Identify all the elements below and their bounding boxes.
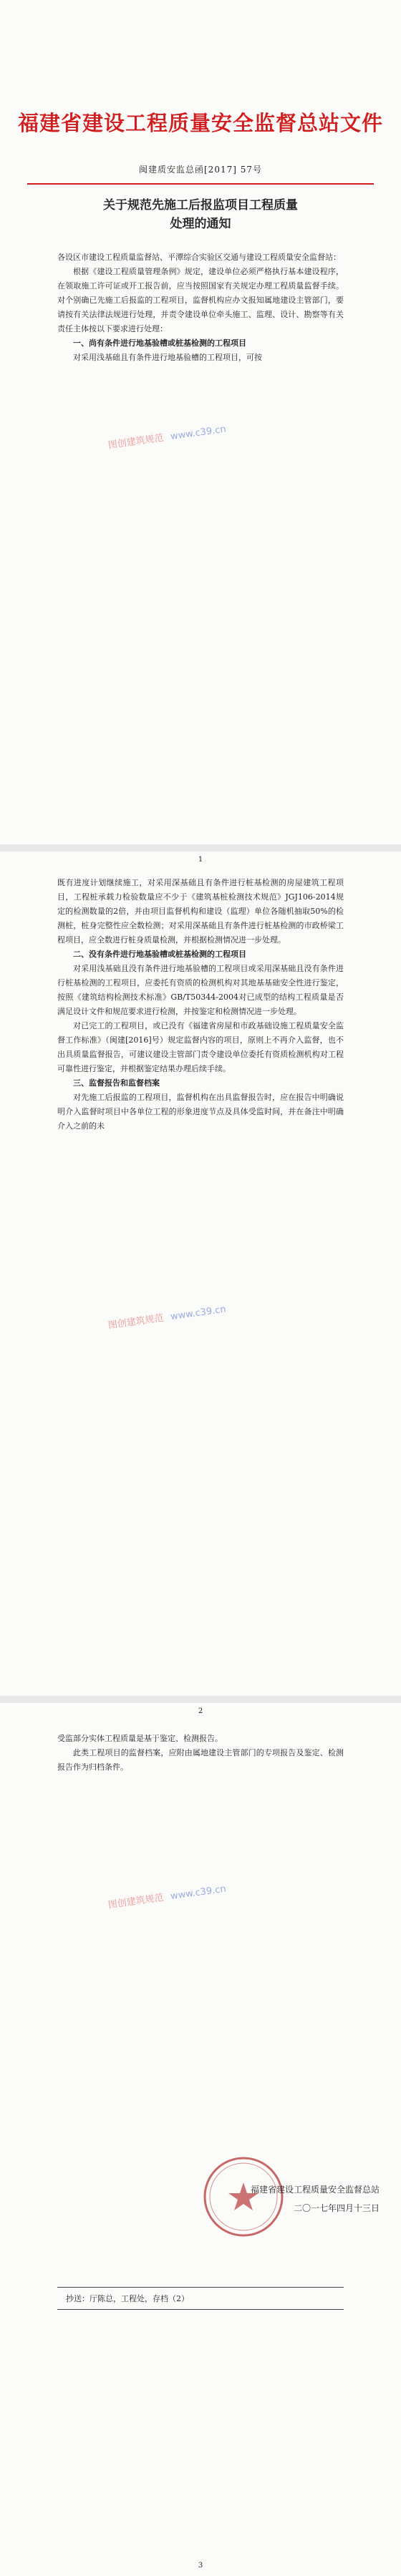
document-page-2 (0, 852, 401, 1696)
section3-paragraph: 对先施工后报监的工程项目，监督机构在出具监督报告时，应在报告中明确说明介入监督时项目中各单位工程的形象进度节点及具体受监时间，并在备注中明确介入之前的未 (57, 1093, 344, 1131)
section1-paragraph-cont: 既有进度计划继续施工，对采用深基础且有条件进行桩基检测的房屋建筑工程项目，工程桩承载力检验数量应不少于《建筑基桩检测技术规范》JGJ106-2014规定的检测数量的2倍，并由项目监督机构和建设（监理）单位各随机抽取50%的检测桩，桩身完整性应全数检测；对采用深基础且有条件进行桩基检测的市政桥梁工程项目，应全数进行桩身质量检测，并根据检测情况进一步处理。 (57, 878, 344, 945)
watermark-brand: 图创建筑规范 (107, 1892, 165, 1911)
page-number-3: 3 (198, 2562, 203, 2570)
section-heading-1: 一、尚有条件进行地基验槽或桩基检测的工程项目 (73, 338, 246, 348)
document-title (43, 196, 358, 233)
page1-body (57, 250, 344, 365)
watermark-2 (107, 1302, 226, 1332)
intro-paragraph: 根据《建设工程质量管理条例》规定，建设单位必须严格执行基本建设程序，在领取施工许可证或开工报告前，应当按照国家有关规定办理工程质量监督手续。对个别确已先施工后报监的工程项目，监督机构应办文报知属地建设主管部门，要请按有关法律法规进行处理，并责令建设单位牵头施工、监理、设计、勘察等有关责任主体按以下要求进行处理： (57, 267, 344, 333)
document-page-3 (0, 1703, 401, 2576)
page3-body (57, 1732, 344, 1775)
page-number-1: 1 (198, 856, 203, 864)
watermark-3 (107, 1881, 226, 1911)
org-header-title: 福建省建设工程质量安全监督总站文件 (17, 111, 383, 135)
page-number-2: 2 (198, 1707, 203, 1715)
section3-paragraph-cont: 受监部分实体工程质量是基于鉴定、检测报告。 (57, 1734, 223, 1743)
section2-paragraph-a: 对采用浅基础且没有条件进行地基验槽的工程项目或采用深基础且没有条件进行桩基检测的工程项目，应委托有资质的检测机构对其地基基础安全性进行鉴定，按照《建筑结构检测技术标准》GB/T50344-2004对已成型的结构工程质量是否满足设计文件和规范要求进行检测，并按鉴定和检测情况进一步处理。 (57, 964, 344, 1016)
section2-paragraph-b: 对已完工的工程项目，或已没有《福建省房屋和市政基础设施工程质量安全监督工作标准》（闽建[2016]号）规定监督内容的项目，原则上不再介入监督，也不出具质量监督报告，可建议建设主管部门责令建设单位委托有资质检测机构对工程可靠性进行鉴定，并根据鉴定结果办理后续手续。 (57, 1021, 344, 1073)
section4-paragraph: 此类工程项目的监督档案，应附由属地建设主管部门的专项报告及鉴定、检测报告作为归档条件。 (57, 1748, 344, 1772)
document-title-line1: 关于规范先施工后报监项目工程质量 (103, 198, 298, 213)
watermark-url: www.c39.cn (170, 1304, 227, 1323)
document-title-line2: 处理的通知 (170, 217, 231, 231)
section-heading-2: 二、没有条件进行地基验槽或桩基检测的工程项目 (73, 950, 246, 959)
section1-paragraph: 对采用浅基础且有条件进行地基验槽的工程项目，可按 (73, 353, 262, 362)
document-page-1 (0, 0, 401, 844)
watermark-1 (107, 421, 226, 452)
salutation: 各设区市建设工程质量监督站、平潭综合实验区交通与建设工程质量安全监督站： (57, 253, 341, 262)
signature-block (215, 2180, 380, 2218)
section-heading-3: 三、监督报告和监督档案 (73, 1078, 160, 1088)
document-number: 闽建质安监总函[2017] 57号 (139, 165, 262, 175)
cc-distribution-line: 抄送：厅陈总，工程处，存档（2） (57, 2287, 344, 2310)
watermark-brand: 图创建筑规范 (107, 1312, 165, 1332)
signature-date: 二〇一七年四月十三日 (293, 2203, 380, 2213)
watermark-brand: 图创建筑规范 (107, 432, 165, 452)
page2-body (57, 876, 344, 1133)
watermark-url: www.c39.cn (170, 424, 227, 443)
signature-org: 福建省建设工程质量安全监督总站 (250, 2185, 380, 2195)
watermark-url: www.c39.cn (170, 1883, 227, 1903)
header-red-rule (27, 183, 374, 185)
